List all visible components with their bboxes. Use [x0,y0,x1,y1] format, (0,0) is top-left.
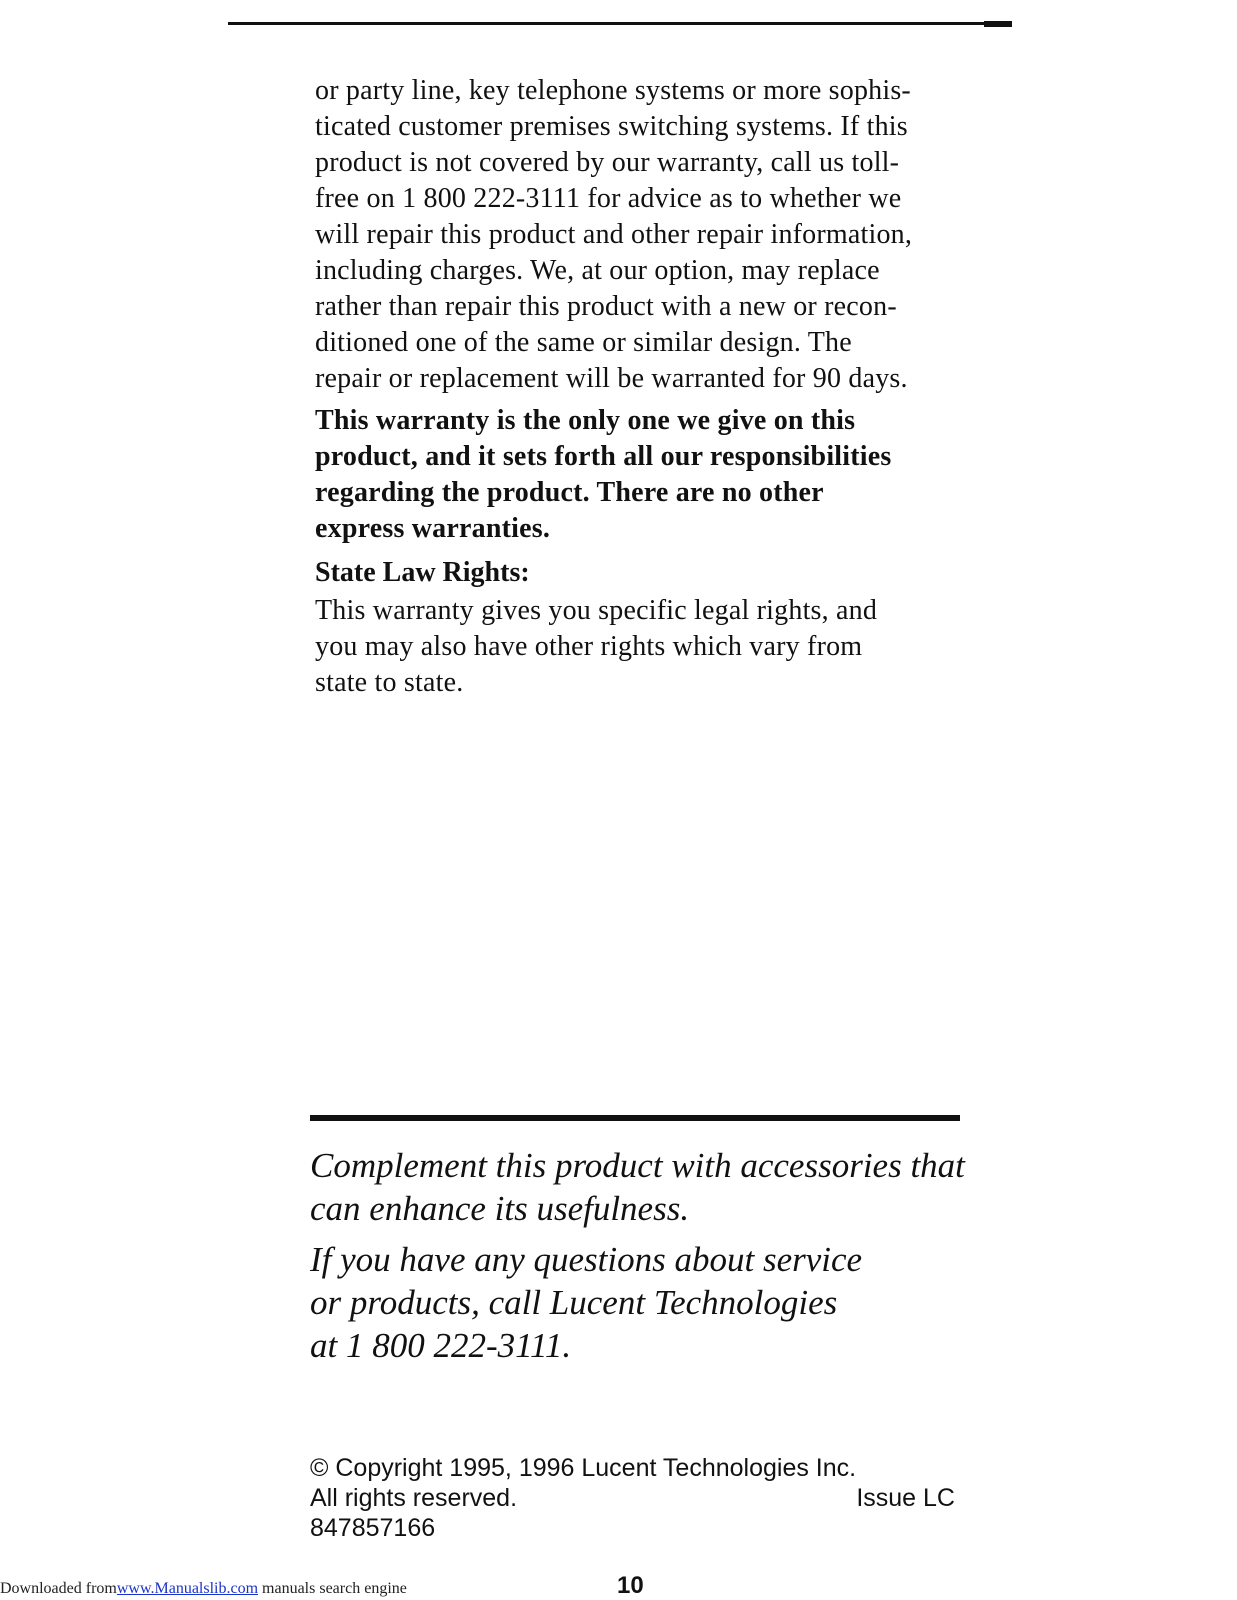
accessories-note [310,1144,980,1375]
footer-prefix: Downloaded from [0,1580,117,1597]
section-divider [310,1115,960,1121]
top-rule [228,22,1012,25]
accessories-line: can enhance its usefulness. [310,1189,690,1228]
state-law-line: This warranty gives you specific legal rights, and [315,595,878,626]
bold-line: regarding the product. There are no other [315,477,824,508]
warranty-line: repair or replacement will be warranted for 90 days. [315,363,908,394]
warranty-line: ticated customer premises switching systems. If this [315,111,908,142]
rights-reserved: All rights reserved. [310,1484,518,1512]
warranty-line: or party line, key telephone systems or more sophis- [315,75,911,106]
warranty-body [315,73,965,707]
state-law-line: state to state. [315,667,464,698]
accessories-paragraph [310,1144,980,1230]
warranty-line: including charges. We, at our option, may replace [315,255,880,286]
document-number: 847857166 [310,1514,436,1542]
copyright-block [310,1453,955,1543]
state-law-line: you may also have other rights which vary from [315,631,863,662]
warranty-line: will repair this product and other repair information, [315,219,913,250]
bold-line: express warranties. [315,513,551,544]
rights-row [310,1483,955,1513]
copyright-line: © Copyright 1995, 1996 Lucent Technologies Inc. [310,1454,857,1482]
questions-line: at 1 800 222-3111. [310,1326,572,1365]
state-law-paragraph [315,593,965,701]
warranty-line: product is not covered by our warranty, call us toll- [315,147,900,178]
questions-line: or products, call Lucent Technologies [310,1283,838,1322]
download-source-footer [0,1580,407,1598]
bold-line: product, and it sets forth all our responsibilities [315,441,892,472]
warranty-line: rather than repair this product with a new or recon- [315,291,897,322]
accessories-line: Complement this product with accessories that [310,1146,965,1185]
questions-line: If you have any questions about service [310,1240,863,1279]
manualslib-link[interactable]: www.Manualslib.com [116,1580,259,1597]
only-warranty-statement [315,403,965,547]
footer-suffix: manuals search engine [258,1580,407,1597]
warranty-line: free on 1 800 222-3111 for advice as to whether we [315,183,902,214]
warranty-paragraph [315,73,965,397]
bold-line: This warranty is the only one we give on this [315,405,856,436]
state-law-heading: State Law Rights: [315,557,530,588]
questions-paragraph [310,1238,980,1367]
page-number: 10 [617,1572,644,1599]
issue-label: Issue LC [856,1484,955,1512]
warranty-line: ditioned one of the same or similar design. The [315,327,852,358]
